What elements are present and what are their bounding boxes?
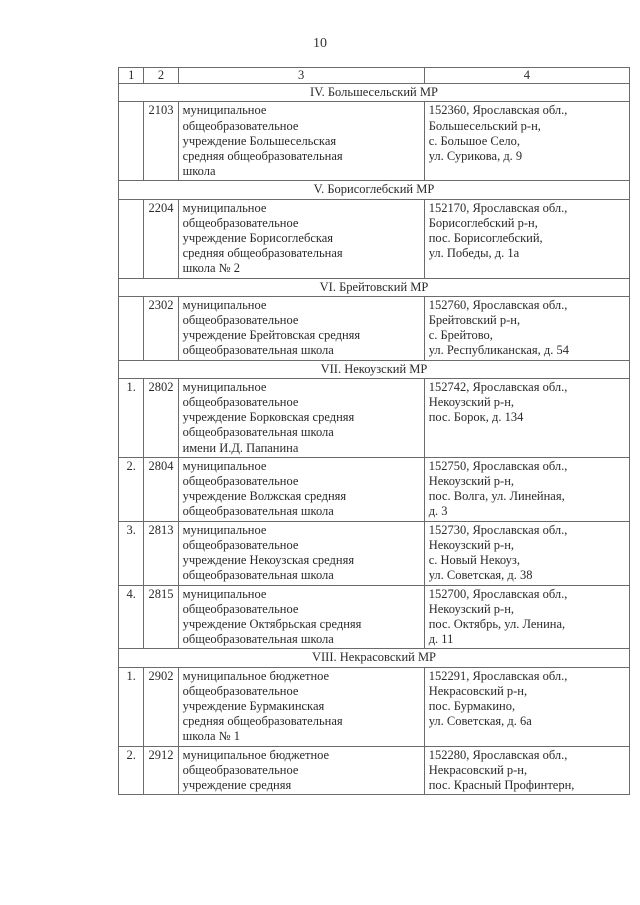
school-name-line: общеобразовательное	[182, 762, 299, 777]
section-header-row	[119, 278, 630, 296]
school-address-line: Брейтовский р-н,	[428, 313, 521, 328]
school-address-line: Борисоглебский р-н,	[428, 215, 538, 230]
school-name-line: средняя общеобразовательная	[182, 149, 343, 164]
school-address-line: Большесельский р-н,	[428, 118, 541, 133]
school-name-line: учреждение Большесельская	[182, 133, 337, 148]
school-address-line: с. Новый Некоуз,	[428, 553, 520, 568]
school-name-line: общеобразовательная школа	[182, 568, 334, 583]
school-address-line: ул. Республиканская, д. 54	[428, 343, 570, 358]
school-name	[178, 521, 424, 585]
schools-table-body	[119, 68, 630, 795]
row-number: 1.	[119, 378, 144, 457]
school-address-line: Некрасовский р-н,	[428, 762, 528, 777]
school-address	[424, 746, 629, 795]
row-number: 4.	[119, 585, 144, 649]
school-name-line: школа № 1	[182, 729, 240, 744]
school-name-line: муниципальное	[182, 379, 267, 394]
table-row	[119, 746, 630, 795]
section-header-row	[119, 360, 630, 378]
school-address	[424, 102, 629, 181]
school-address-line: пос. Октябрь, ул. Ленина,	[428, 616, 566, 631]
school-code: 2204	[144, 199, 178, 278]
table-row	[119, 521, 630, 585]
school-code: 2815	[144, 585, 178, 649]
school-name-line: общеобразовательное	[182, 601, 299, 616]
school-address-line: Некоузский р-н,	[428, 537, 515, 552]
section-title: VII. Некоузский МР	[119, 360, 630, 378]
school-name-line: общеобразовательная школа	[182, 425, 334, 440]
column-number: 1	[119, 68, 144, 84]
table-row	[119, 378, 630, 457]
school-name-line: общеобразовательное	[182, 537, 299, 552]
table-row	[119, 585, 630, 649]
school-address-line: ул. Советская, д. 38	[428, 568, 533, 583]
school-address-line: Некоузский р-н,	[428, 395, 515, 410]
school-address-line: 152750, Ярославская обл.,	[428, 458, 568, 473]
school-code: 2912	[144, 746, 178, 795]
school-name-line: средняя общеобразовательная	[182, 714, 343, 729]
table-row	[119, 457, 630, 521]
section-title: V. Борисоглебский МР	[119, 181, 630, 199]
school-name	[178, 378, 424, 457]
school-name-line: общеобразовательное	[182, 395, 299, 410]
table-row	[119, 296, 630, 360]
school-name-line: средняя общеобразовательная	[182, 246, 343, 261]
school-name-line: общеобразовательное	[182, 474, 299, 489]
row-number	[119, 102, 144, 181]
school-address-line: Некоузский р-н,	[428, 474, 515, 489]
table-row	[119, 102, 630, 181]
schools-table	[118, 67, 630, 795]
school-address	[424, 199, 629, 278]
school-address-line: 152760, Ярославская обл.,	[428, 297, 568, 312]
school-address-line: 152170, Ярославская обл.,	[428, 200, 568, 215]
column-number: 2	[144, 68, 178, 84]
school-address	[424, 667, 629, 746]
column-number-row	[119, 68, 630, 84]
school-name-line: учреждение Волжская средняя	[182, 489, 347, 504]
school-name-line: учреждение Бурмакинская	[182, 698, 325, 713]
school-address-line: с. Брейтово,	[428, 328, 493, 343]
school-address	[424, 457, 629, 521]
section-header-row	[119, 181, 630, 199]
school-address-line: пос. Борисоглебский,	[428, 231, 543, 246]
school-address-line: 152360, Ярославская обл.,	[428, 103, 568, 118]
school-address-line: ул. Советская, д. 6а	[428, 714, 532, 729]
school-name-line: учреждение Борисоглебская	[182, 231, 334, 246]
school-name-line: муниципальное бюджетное	[182, 668, 330, 683]
school-name	[178, 746, 424, 795]
school-address-line: 152700, Ярославская обл.,	[428, 586, 568, 601]
school-name	[178, 457, 424, 521]
school-address-line: 152730, Ярославская обл.,	[428, 522, 568, 537]
school-name-line: общеобразовательное	[182, 215, 299, 230]
school-name-line: муниципальное	[182, 586, 267, 601]
school-name-line: общеобразовательная школа	[182, 343, 334, 358]
school-address	[424, 296, 629, 360]
school-name-line: общеобразовательная школа	[182, 504, 334, 519]
school-name-line: учреждение Борковская средняя	[182, 410, 355, 425]
school-address-line: пос. Волга, ул. Линейная,	[428, 489, 565, 504]
school-code: 2802	[144, 378, 178, 457]
school-code: 2813	[144, 521, 178, 585]
school-address	[424, 521, 629, 585]
school-name-line: муниципальное	[182, 200, 267, 215]
school-name-line: муниципальное	[182, 458, 267, 473]
school-address-line: с. Большое Село,	[428, 133, 521, 148]
school-address-line: 152742, Ярославская обл.,	[428, 379, 568, 394]
school-name	[178, 199, 424, 278]
row-number	[119, 296, 144, 360]
school-code: 2804	[144, 457, 178, 521]
school-name	[178, 102, 424, 181]
school-address	[424, 378, 629, 457]
school-address-line: д. 3	[428, 504, 448, 519]
school-name-line: школа № 2	[182, 261, 240, 276]
school-name-line: школа	[182, 164, 216, 179]
school-name-line: имени И.Д. Папанина	[182, 440, 299, 455]
school-name-line: учреждение Брейтовская средняя	[182, 328, 361, 343]
row-number: 3.	[119, 521, 144, 585]
school-name-line: муниципальное	[182, 103, 267, 118]
school-address-line: пос. Бурмакино,	[428, 698, 516, 713]
page-number: 10	[313, 36, 327, 51]
school-code: 2302	[144, 296, 178, 360]
school-name	[178, 585, 424, 649]
school-name-line: общеобразовательная школа	[182, 632, 334, 647]
school-name-line: муниципальное	[182, 522, 267, 537]
school-address-line: 152280, Ярославская обл.,	[428, 747, 568, 762]
school-name-line: муниципальное	[182, 297, 267, 312]
school-address-line: ул. Сурикова, д. 9	[428, 149, 523, 164]
section-title: IV. Большесельский МР	[119, 84, 630, 102]
school-address-line: пос. Борок, д. 134	[428, 410, 524, 425]
school-address-line: Некоузский р-н,	[428, 601, 515, 616]
school-name-line: общеобразовательное	[182, 118, 299, 133]
school-code: 2902	[144, 667, 178, 746]
column-number: 4	[424, 68, 629, 84]
school-name-line: общеобразовательное	[182, 313, 299, 328]
school-address-line: пос. Красный Профинтерн,	[428, 777, 575, 792]
row-number: 2.	[119, 746, 144, 795]
table-row	[119, 199, 630, 278]
school-address	[424, 585, 629, 649]
row-number: 2.	[119, 457, 144, 521]
section-header-row	[119, 649, 630, 667]
section-header-row	[119, 84, 630, 102]
school-name-line: учреждение средняя	[182, 777, 292, 792]
school-address-line: 152291, Ярославская обл.,	[428, 668, 568, 683]
row-number: 1.	[119, 667, 144, 746]
row-number	[119, 199, 144, 278]
table-row	[119, 667, 630, 746]
school-address-line: Некрасовский р-н,	[428, 683, 528, 698]
school-code: 2103	[144, 102, 178, 181]
school-name-line: общеобразовательное	[182, 683, 299, 698]
school-name-line: учреждение Некоузская средняя	[182, 553, 355, 568]
column-number: 3	[178, 68, 424, 84]
school-address-line: д. 11	[428, 632, 454, 647]
school-address-line: ул. Победы, д. 1а	[428, 246, 520, 261]
school-name	[178, 667, 424, 746]
section-title: VI. Брейтовский МР	[119, 278, 630, 296]
section-title: VIII. Некрасовский МР	[119, 649, 630, 667]
school-name-line: учреждение Октябрьская средняя	[182, 616, 362, 631]
school-name	[178, 296, 424, 360]
school-name-line: муниципальное бюджетное	[182, 747, 330, 762]
